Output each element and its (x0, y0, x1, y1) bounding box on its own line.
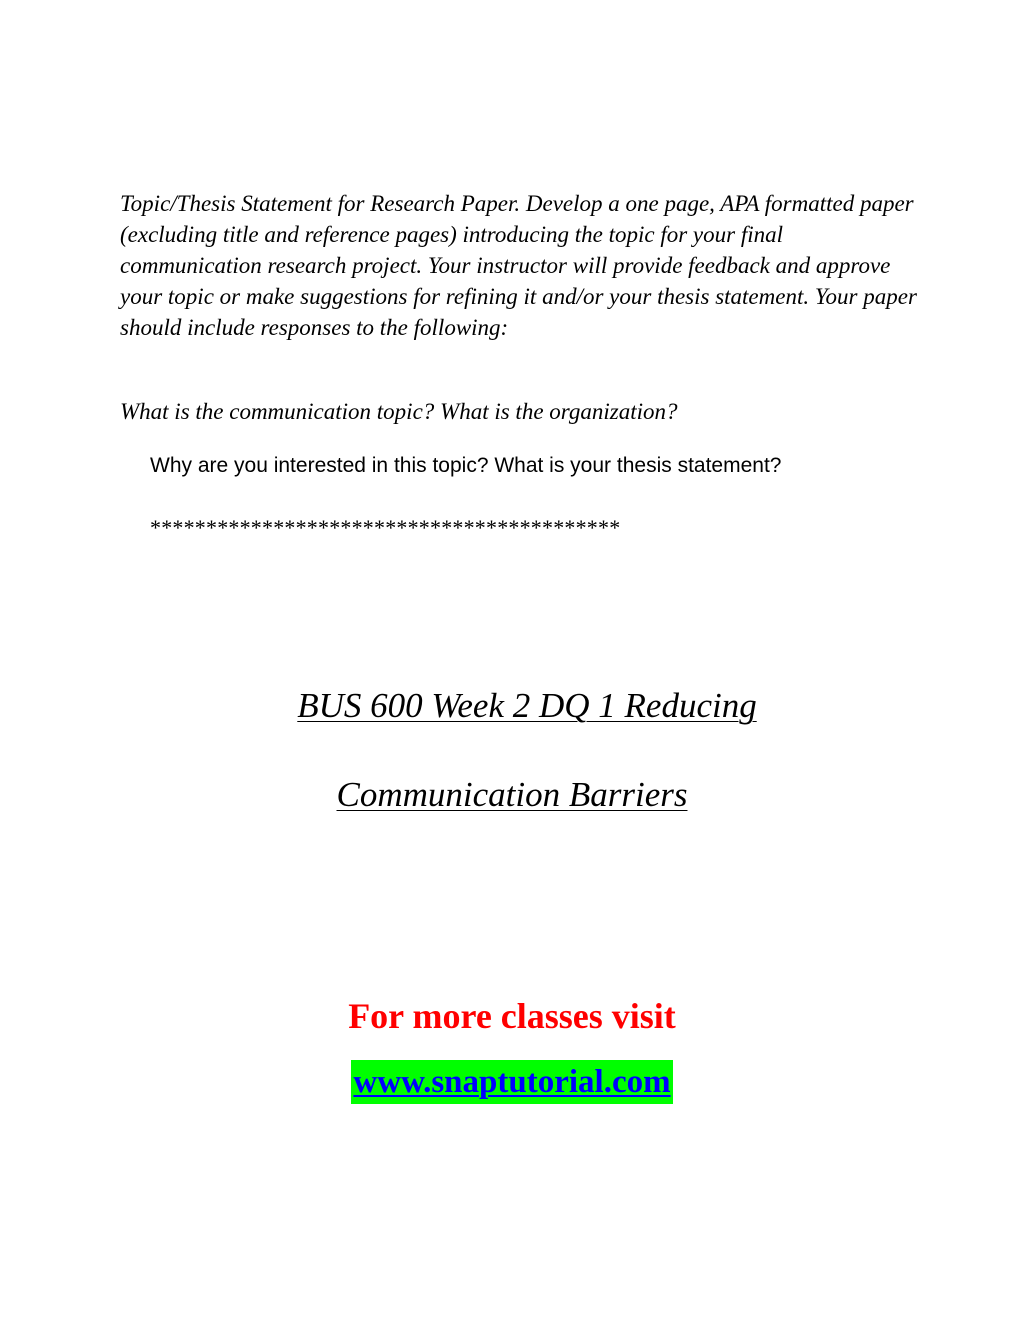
website-link[interactable]: www.snaptutorial.com (351, 1060, 672, 1104)
website-link-container (0, 1060, 1024, 1104)
title-line-2-wrap (0, 773, 1024, 817)
title-line-1: BUS 600 Week 2 DQ 1 Reducing (297, 686, 757, 725)
question-line-1: What is the communication topic? What is the organization? (120, 399, 678, 424)
question-line-2: Why are you interested in this topic? What is your thesis statement? (150, 454, 782, 477)
title-line-2: Communication Barriers (336, 775, 688, 814)
title-line-1-wrap (15, 684, 1024, 728)
promo-text: For more classes visit (348, 996, 676, 1036)
separator-asterisks: ****************************************** (150, 515, 621, 540)
intro-paragraph: Topic/Thesis Statement for Research Paper. Develop a one page, APA formatted paper (excluding title and reference pages) introducing the topic for your final communication research project. Your instructor will provide feedback and approve your topic or make suggestions for refining it and/or your thesis statement. Your paper should include responses to the following: (120, 191, 917, 340)
